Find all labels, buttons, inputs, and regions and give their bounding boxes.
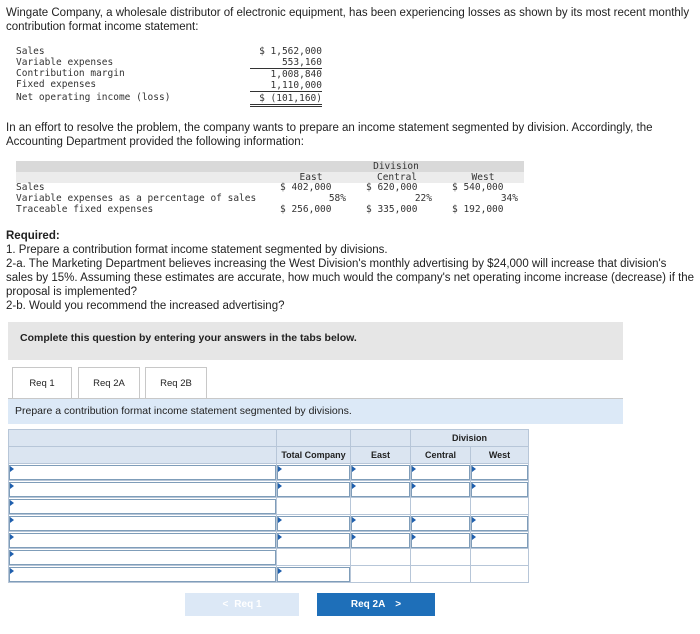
total-input[interactable] xyxy=(277,516,350,531)
east-input[interactable] xyxy=(351,533,410,548)
statement-label: Sales xyxy=(16,46,45,57)
instruction-text: Prepare a contribution format income statement segmented by divisions. xyxy=(15,405,352,417)
statement-label: Contribution margin xyxy=(16,68,125,79)
statement-value: $ 1,562,000 xyxy=(259,46,322,57)
intro-text: Wingate Company, a wholesale distributor of electronic equipment, has been experiencing losses as shown by its most recent monthly contribution format income statement: xyxy=(6,7,690,33)
total-cell[interactable] xyxy=(277,481,351,498)
prev-button-label: Req 1 xyxy=(234,599,262,610)
statement-label: Fixed expenses xyxy=(16,79,97,90)
chevron-right-icon: > xyxy=(395,599,402,610)
row-label-cell[interactable] xyxy=(9,532,277,549)
header-blank-total xyxy=(277,430,351,447)
central-cell[interactable] xyxy=(411,532,471,549)
table-row xyxy=(9,532,529,549)
complete-prompt-box xyxy=(8,322,623,360)
statement-value: 1,110,000 xyxy=(250,80,322,92)
row-label-input[interactable] xyxy=(9,482,276,497)
tab-req-2b[interactable]: Req 2B xyxy=(145,367,207,399)
header-central: Central xyxy=(411,447,471,464)
required-q1: 1. Prepare a contribution format income statement segmented by divisions. xyxy=(6,244,388,256)
west-values xyxy=(452,182,518,215)
central-fixed: $ 335,000 xyxy=(366,204,418,215)
row-label-input[interactable] xyxy=(9,533,276,548)
required-section xyxy=(6,229,696,313)
west-input[interactable] xyxy=(471,465,528,480)
header-east: East xyxy=(351,447,411,464)
total-input[interactable] xyxy=(277,482,350,497)
statement-value: $ (101,160) xyxy=(250,93,322,107)
west-cell[interactable] xyxy=(471,515,529,532)
complete-prompt: Complete this question by entering your answers in the tabs below. xyxy=(20,332,357,344)
header-blank-east xyxy=(351,430,411,447)
statement-labels xyxy=(16,46,170,103)
statement-label: Variable expenses xyxy=(16,57,114,68)
header-total-company: Total Company xyxy=(277,447,351,464)
tab-req-1[interactable]: Req 1 xyxy=(12,367,72,399)
tab-req-2a[interactable]: Req 2A xyxy=(78,367,140,399)
col-central: Central xyxy=(376,172,418,183)
row-label-input[interactable] xyxy=(9,499,276,514)
total-cell[interactable] xyxy=(277,566,351,583)
table-row xyxy=(9,549,529,566)
east-values xyxy=(280,182,346,215)
row-label-input[interactable] xyxy=(9,550,276,565)
row-label-input[interactable] xyxy=(9,567,276,582)
row-label-cell[interactable] xyxy=(9,498,277,515)
division-row-label: Variable expenses as a percentage of sales xyxy=(16,193,257,204)
required-q2a: 2-a. The Marketing Department believes increasing the West Division's monthly advertising by $24,000 will increase that division's sales by 15%. Assuming these estimates are accurate, how much would the company's net operating income increase (decrease) if the proposal is implemented? xyxy=(6,258,695,298)
central-cell[interactable] xyxy=(411,464,471,481)
effort-text: In an effort to resolve the problem, the company wants to prepare an income statement segmented by division. Accordingly, the Accounting Department provided the following information: xyxy=(6,122,653,148)
east-input[interactable] xyxy=(351,516,410,531)
west-cell[interactable] xyxy=(471,549,529,566)
west-var-pct: 34% xyxy=(500,193,518,204)
total-input[interactable] xyxy=(277,533,350,548)
table-row xyxy=(9,464,529,481)
next-req-button[interactable] xyxy=(317,593,435,616)
west-input[interactable] xyxy=(471,533,528,548)
east-cell[interactable] xyxy=(351,481,411,498)
central-cell[interactable] xyxy=(411,498,471,515)
central-cell[interactable] xyxy=(411,549,471,566)
division-header-bar xyxy=(16,161,524,172)
central-input[interactable] xyxy=(411,533,470,548)
west-cell[interactable] xyxy=(471,481,529,498)
central-cell[interactable] xyxy=(411,515,471,532)
west-cell[interactable] xyxy=(471,498,529,515)
west-cell[interactable] xyxy=(471,532,529,549)
central-input[interactable] xyxy=(411,465,470,480)
row-label-cell[interactable] xyxy=(9,515,277,532)
central-var-pct: 22% xyxy=(414,193,432,204)
division-row-label: Traceable fixed expenses xyxy=(16,204,154,215)
statement-value: 553,160 xyxy=(250,57,322,69)
table-row xyxy=(9,481,529,498)
central-input[interactable] xyxy=(411,482,470,497)
west-cell[interactable] xyxy=(471,566,529,583)
table-row xyxy=(9,498,529,515)
required-q2b: 2-b. Would you recommend the increased advertising? xyxy=(6,300,285,312)
total-cell[interactable] xyxy=(277,549,351,566)
table-row xyxy=(9,566,529,583)
total-input[interactable] xyxy=(277,567,350,582)
row-label-input[interactable] xyxy=(9,516,276,531)
row-label-cell[interactable] xyxy=(9,549,277,566)
statement-value: 1,008,840 xyxy=(270,69,322,80)
west-sales: $ 540,000 xyxy=(452,182,504,193)
division-header: Division xyxy=(411,430,529,447)
total-cell[interactable] xyxy=(277,532,351,549)
division-row-labels xyxy=(16,182,256,215)
answer-table xyxy=(8,429,529,583)
west-input[interactable] xyxy=(471,482,528,497)
east-cell[interactable] xyxy=(351,498,411,515)
east-input[interactable] xyxy=(351,482,410,497)
total-input[interactable] xyxy=(277,465,350,480)
row-label-cell[interactable] xyxy=(9,566,277,583)
row-label-cell[interactable] xyxy=(9,481,277,498)
east-input[interactable] xyxy=(351,465,410,480)
chevron-left-icon: < xyxy=(222,599,229,610)
west-input[interactable] xyxy=(471,516,528,531)
statement-label: Net operating income (loss) xyxy=(16,92,171,103)
division-row-label: Sales xyxy=(16,182,45,193)
west-fixed: $ 192,000 xyxy=(452,204,504,215)
east-cell[interactable] xyxy=(351,566,411,583)
east-fixed: $ 256,000 xyxy=(280,204,332,215)
east-var-pct: 58% xyxy=(328,193,346,204)
west-cell[interactable] xyxy=(471,464,529,481)
header-blank xyxy=(9,430,277,447)
east-cell[interactable] xyxy=(351,464,411,481)
col-east: East xyxy=(299,172,323,183)
total-cell[interactable] xyxy=(277,515,351,532)
central-sales: $ 620,000 xyxy=(366,182,418,193)
statement-values xyxy=(250,46,322,107)
east-sales: $ 402,000 xyxy=(280,182,332,193)
central-input[interactable] xyxy=(411,516,470,531)
central-cell[interactable] xyxy=(411,481,471,498)
row-label-input[interactable] xyxy=(9,465,276,480)
next-button-label: Req 2A xyxy=(350,599,386,610)
header-label-col xyxy=(9,447,277,464)
required-title: Required: xyxy=(6,230,60,242)
table-row xyxy=(9,515,529,532)
row-label-cell[interactable] xyxy=(9,464,277,481)
total-cell[interactable] xyxy=(277,498,351,515)
central-values xyxy=(366,182,432,215)
central-cell[interactable] xyxy=(411,566,471,583)
division-group-header: Division xyxy=(373,161,419,172)
total-cell[interactable] xyxy=(277,464,351,481)
prev-req-button[interactable] xyxy=(185,593,299,616)
col-west: West xyxy=(471,172,495,183)
east-cell[interactable] xyxy=(351,549,411,566)
instruction-bar xyxy=(8,399,623,424)
header-west: West xyxy=(471,447,529,464)
east-cell[interactable] xyxy=(351,532,411,549)
east-cell[interactable] xyxy=(351,515,411,532)
